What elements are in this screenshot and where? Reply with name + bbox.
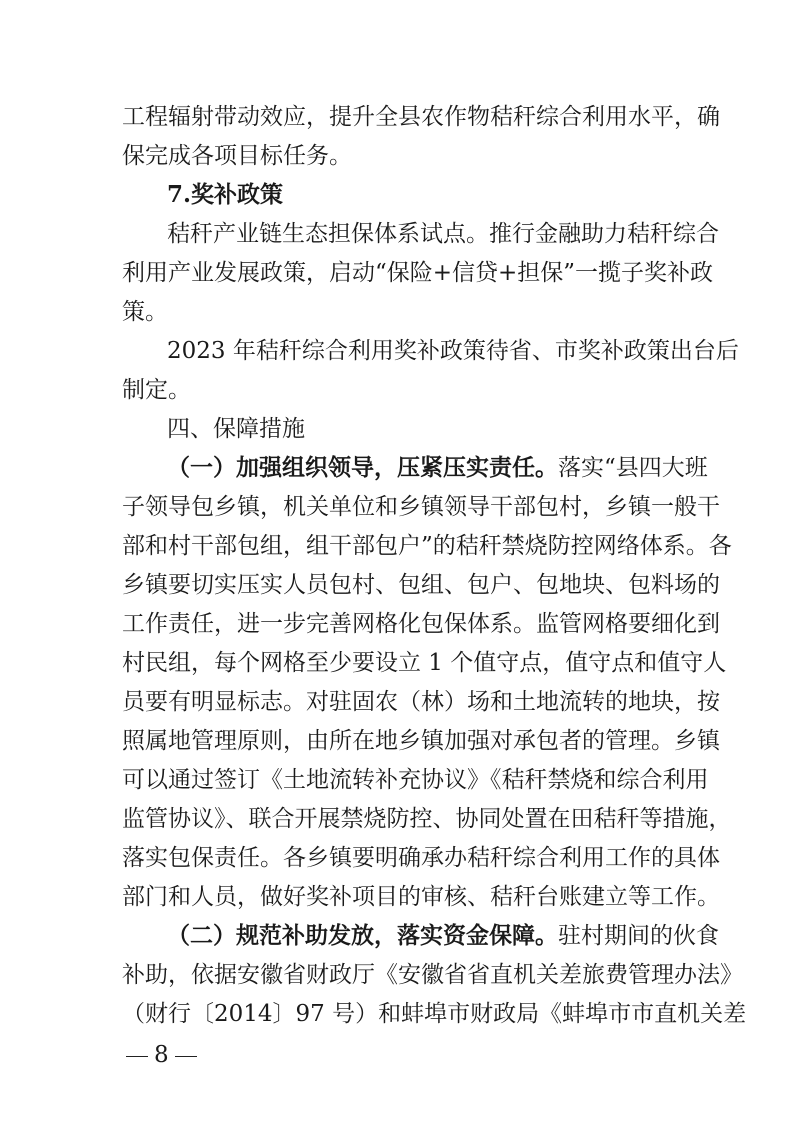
body-line: 利用产业发展政策，启动“保险+信贷+担保”一揽子奖补政 — [122, 260, 714, 286]
body-line: 可以通过签订《土地流转补充协议》《秸秆禁烧和综合利用 — [122, 767, 709, 793]
body-line: 制定。 — [122, 377, 191, 403]
body-line: 乡镇要切实压实人员包村、包组、包户、包地块、包料场的 — [122, 572, 720, 598]
body-text: 驻村期间的伙食 — [558, 923, 719, 949]
page-footer — [120, 1040, 203, 1070]
body-text: 落实“县四大班 — [558, 455, 708, 481]
body-line: 工作责任，进一步完善网格化包保体系。监管网格要细化到 — [122, 611, 720, 637]
body-line: 补助，依据安徽省财政厅《安徽省省直机关差旅费管理办法》 — [122, 962, 743, 988]
body-line: 部门和人员，做好奖补项目的审核、秸秆台账建立等工作。 — [122, 884, 720, 910]
subsection-title: （二）规范补助发放，落实资金保障。 — [167, 922, 558, 949]
body-line: 部和村干部包组，组干部包户”的秸秆禁烧防控网络体系。各 — [122, 533, 732, 559]
section-heading: 四、保障措施 — [167, 416, 305, 442]
footer-dash-right — [175, 1056, 197, 1057]
body-line: 员要有明显标志。对驻固农（林）场和土地流转的地块，按 — [122, 689, 720, 715]
body-line: 策。 — [122, 299, 168, 325]
body-line: 村民组，每个网格至少要设立 1 个值守点，值守点和值守人 — [122, 650, 727, 676]
subsection-title: （一）加强组织领导，压紧压实责任。 — [167, 454, 558, 481]
body-line: 秸秆产业链生态担保体系试点。推行金融助力秸秆综合 — [167, 221, 719, 247]
body-line — [167, 921, 719, 951]
footer-dash-left — [126, 1056, 148, 1057]
body-line — [167, 453, 708, 483]
body-line: 照属地管理原则，由所在地乡镇加强对承包者的管理。乡镇 — [122, 728, 720, 754]
body-line: 保完成各项目标任务。 — [122, 143, 352, 169]
body-line: 落实包保责任。各乡镇要明确承办秸秆综合利用工作的具体 — [122, 845, 720, 871]
body-line: 2023 年秸秆综合利用奖补政策待省、市奖补政策出台后 — [167, 338, 739, 364]
body-line: 监管协议》、联合开展禁烧防控、协同处置在田秸秆等措施， — [122, 806, 732, 832]
section-heading: 7.奖补政策 — [167, 181, 284, 208]
body-line: 子领导包乡镇，机关单位和乡镇领导干部包村，乡镇一般干 — [122, 494, 720, 520]
body-line: （财行〔2014〕97 号）和蚌埠市财政局《蚌埠市市直机关差 — [122, 1001, 747, 1027]
body-line: 工程辐射带动效应，提升全县农作物秸秆综合利用水平，确 — [122, 104, 720, 130]
page-number: 8 — [154, 1042, 169, 1068]
